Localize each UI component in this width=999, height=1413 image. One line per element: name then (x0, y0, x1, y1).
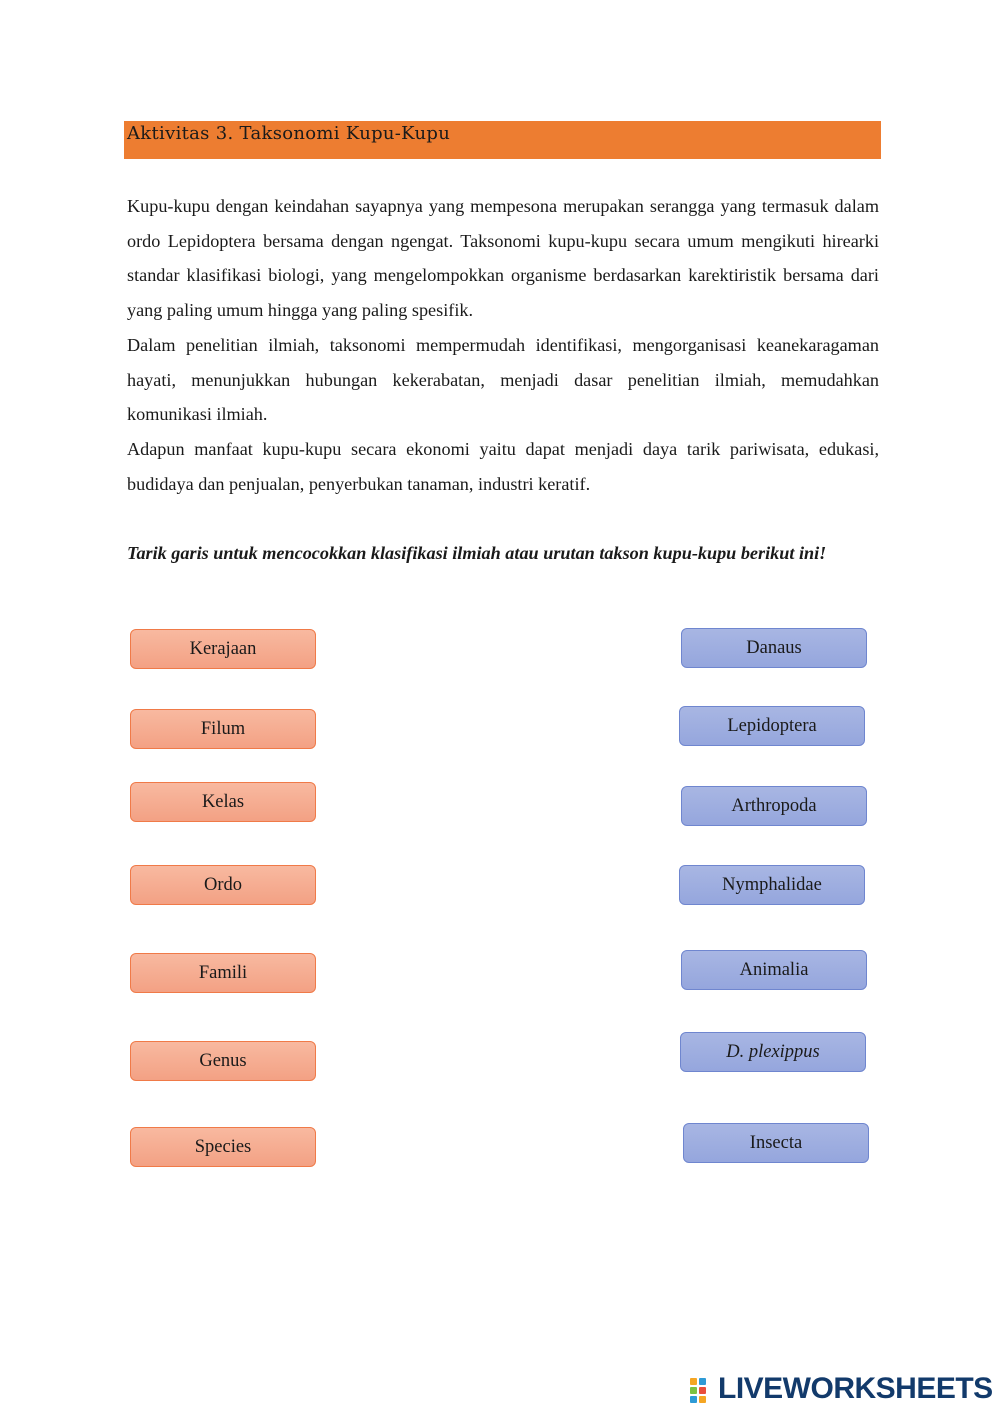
rank-card-genus[interactable]: Genus (130, 1041, 316, 1081)
taxon-card-insecta[interactable]: Insecta (683, 1123, 869, 1163)
rank-card-kerajaan[interactable]: Kerajaan (130, 629, 316, 669)
taxon-card-danaus[interactable]: Danaus (681, 628, 867, 668)
taxon-card-lepidoptera[interactable]: Lepidoptera (679, 706, 865, 746)
liveworksheets-logo (690, 1372, 993, 1406)
rank-card-famili[interactable]: Famili (130, 953, 316, 993)
intro-text (127, 189, 879, 501)
rank-card-species[interactable]: Species (130, 1127, 316, 1167)
taxon-card-nymphalidae[interactable]: Nymphalidae (679, 865, 865, 905)
paragraph-taxonomy-intro: Kupu-kupu dengan keindahan sayapnya yang mempesona merupakan serangga yang termasuk dalam ordo Lepidoptera bersama dengan ngengat. Taksonomi kupu-kupu secara umum mengikuti hirearki standar klasifikasi biologi, yang mengelompokkan organisme berdasarkan karektiristik bersama dari yang paling umum hingga yang paling spesifik. (127, 196, 879, 321)
paragraph-research-benefits: Dalam penelitian ilmiah, taksonomi mempermudah identifikasi, mengorganisasi keanekaragaman hayati, menunjukkan hubungan kekerabatan, menjadi dasar penelitian ilmiah, memudahkan komunikasi ilmiah. (127, 334, 879, 425)
paragraph-economic-benefits: Adapun manfaat kupu-kupu secara ekonomi yaitu dapat menjadi daya tarik pariwisata, edukasi, budidaya dan penjualan, penyerbukan tanaman, industri keratif. (127, 438, 879, 494)
matching-instruction: Tarik garis untuk mencocokkan klasifikasi ilmiah atau urutan takson kupu-kupu berikut ini! (127, 543, 827, 563)
rank-card-filum[interactable]: Filum (130, 709, 316, 749)
taxon-card-animalia[interactable]: Animalia (681, 950, 867, 990)
rank-card-kelas[interactable]: Kelas (130, 782, 316, 822)
liveworksheets-logo-icon (690, 1376, 716, 1402)
rank-card-ordo[interactable]: Ordo (130, 865, 316, 905)
taxon-card-arthropoda[interactable]: Arthropoda (681, 786, 867, 826)
section-heading: Aktivitas 3. Taksonomi Kupu-Kupu (127, 123, 451, 144)
liveworksheets-logo-text: LIVEWORKSHEETS (718, 1372, 993, 1405)
section-heading-bar (124, 121, 881, 159)
taxon-card-d-plexippus[interactable]: D. plexippus (680, 1032, 866, 1072)
